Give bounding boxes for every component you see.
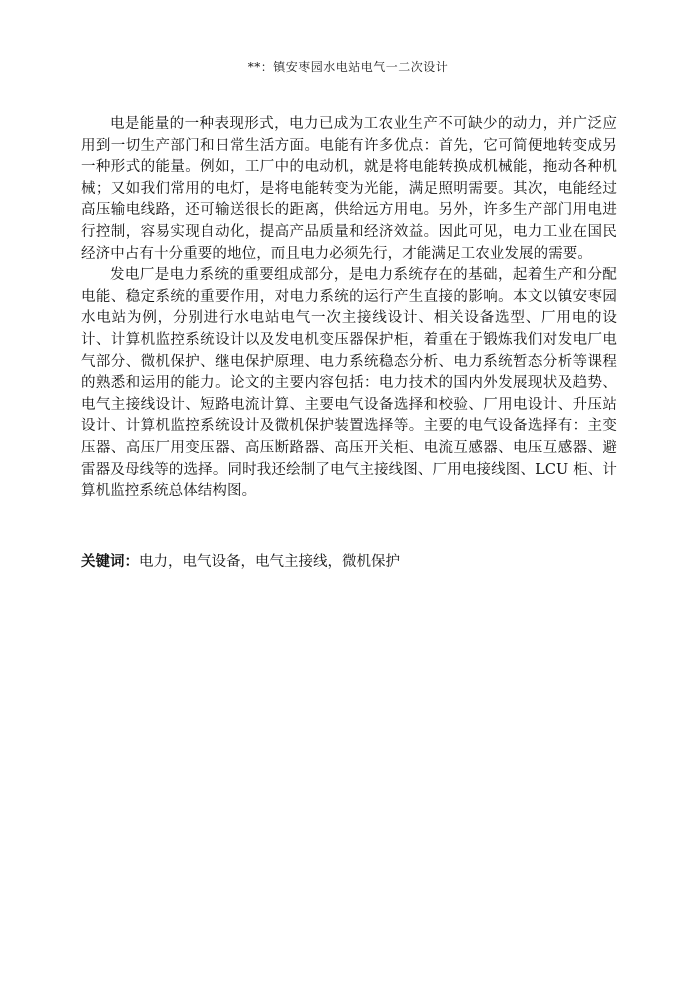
abstract-paragraph-1: 电是能量的一种表现形式，电力已成为工农业生产不可缺少的动力，并广泛应用到一切生产部门和日常生活方面。电能有许多优点：首先，它可简便地转变成另一种形式的能量。例如，工厂中的电动机，就是将电能转换成机械能，拖动各种机械；又如我们常用的电灯，是将电能转变为光能，满足照明需要。其次，电能经过高压输电线路，还可输送很长的距离，供给远方用电。另外，许多生产部门用电进行控制，容易实现自动化，提高产品质量和经济效益。因此可见，电力工业在国民经济中占有十分重要的地位，而且电力必须先行，才能满足工农业发展的需要。: [81, 116, 617, 262]
page-header: **：镇安枣园水电站电气一二次设计: [247, 60, 449, 74]
abstract-paragraph-2: 发电厂是电力系统的重要组成部分，是电力系统存在的基础，起着生产和分配电能、稳定系统的重要作用，对电力系统的运行产生直接的影响。本文以镇安枣园水电站为例，分别进行水电站电气一次主接线设计、相关设备选型、厂用电的设计、计算机监控系统设计以及发电机变压器保护柜，着重在于锻炼我们对发电厂电气部分、微机保护、继电保护原理、电力系统稳态分析、电力系统暂态分析等课程的熟悉和运用的能力。论文的主要内容包括：电力技术的国内外发展现状及趋势、电气主接线设计、短路电流计算、主要电气设备选择和校验、厂用电设计、升压站设计、计算机监控系统设计及微机保护装置选择等。主要的电气设备选择有：主变压器、高压厂用变压器、高压断路器、高压开关柜、电流互感器、电压互感器、避雷器及母线等的选择。同时我还绘制了电气主接线图、厂用电接线图、LCU 柜、计算机监控系统总体结构图。: [81, 267, 617, 500]
keywords-text: 电力，电气设备，电气主接线，微机保护: [139, 554, 400, 570]
keywords-label: 关键词：: [81, 554, 139, 570]
abstract-body: [81, 114, 617, 503]
keywords-line: [81, 551, 617, 573]
